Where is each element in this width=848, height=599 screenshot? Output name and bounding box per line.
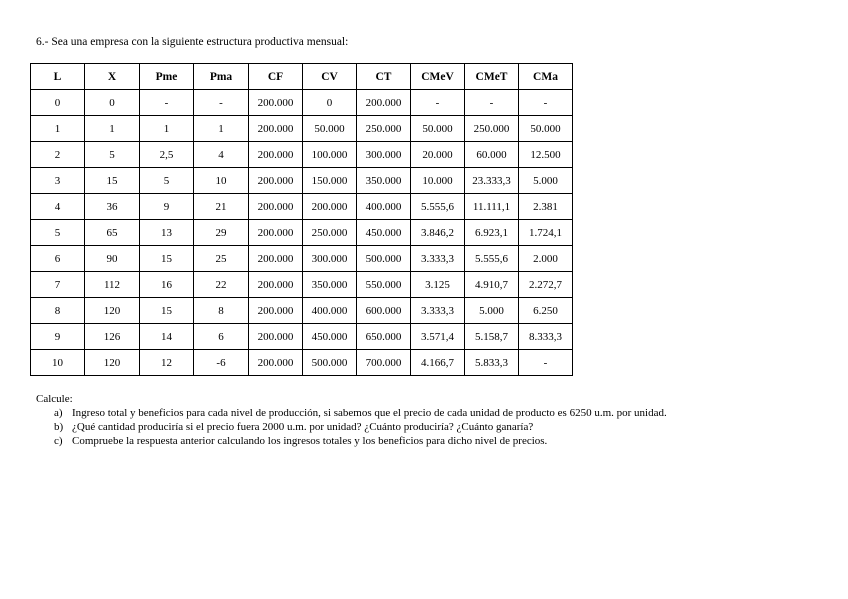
- table-row: [31, 116, 573, 142]
- table-cell: 9: [140, 194, 194, 220]
- question-text: ¿Qué cantidad produciría si el precio fuera 2000 u.m. por unidad? ¿Cuánto produciría? ¿Cuánto ganaría?: [72, 421, 534, 433]
- table-row: [31, 246, 573, 272]
- table-row: [31, 220, 573, 246]
- table-cell: 7: [31, 272, 85, 298]
- table-cell: 4: [31, 194, 85, 220]
- table-cell: 0: [85, 90, 140, 116]
- table-cell: 4.910,7: [465, 272, 519, 298]
- table-cell: 250.000: [465, 116, 519, 142]
- column-header-x: X: [85, 64, 140, 90]
- table-row: [31, 90, 573, 116]
- table-cell: 21: [194, 194, 249, 220]
- question-list: [54, 406, 667, 448]
- table-cell: 3.846,2: [411, 220, 465, 246]
- table-cell: 300.000: [357, 142, 411, 168]
- table-cell: 200.000: [357, 90, 411, 116]
- table-cell: 50.000: [519, 116, 573, 142]
- table-cell: 1: [194, 116, 249, 142]
- table-cell: 250.000: [357, 116, 411, 142]
- table-cell: 6.250: [519, 298, 573, 324]
- table-cell: 300.000: [303, 246, 357, 272]
- table-cell: 150.000: [303, 168, 357, 194]
- table-cell: 8.333,3: [519, 324, 573, 350]
- table-cell: 22: [194, 272, 249, 298]
- question-item: [54, 434, 667, 448]
- table-cell: 90: [85, 246, 140, 272]
- table-cell: 3.125: [411, 272, 465, 298]
- table-cell: 10: [31, 350, 85, 376]
- table-row: [31, 194, 573, 220]
- table-cell: 126: [85, 324, 140, 350]
- cost-production-table: [30, 63, 573, 376]
- table-row: [31, 350, 573, 376]
- table-cell: 5.000: [519, 168, 573, 194]
- table-cell: 2.272,7: [519, 272, 573, 298]
- table-cell: 200.000: [249, 272, 303, 298]
- table-body: [31, 90, 573, 376]
- table-cell: 8: [31, 298, 85, 324]
- table-cell: 15: [85, 168, 140, 194]
- table-cell: 8: [194, 298, 249, 324]
- table-cell: 15: [140, 298, 194, 324]
- table-cell: 10.000: [411, 168, 465, 194]
- question-item: [54, 406, 667, 420]
- table-cell: 200.000: [249, 142, 303, 168]
- table-cell: 6: [194, 324, 249, 350]
- table-cell: 400.000: [303, 298, 357, 324]
- table-cell: 50.000: [411, 116, 465, 142]
- column-header-cmev: CMeV: [411, 64, 465, 90]
- question-text: Compruebe la respuesta anterior calculando los ingresos totales y los beneficios para dicho nivel de precios.: [72, 435, 548, 447]
- table-cell: 112: [85, 272, 140, 298]
- table-cell: 6.923,1: [465, 220, 519, 246]
- table-cell: 450.000: [303, 324, 357, 350]
- question-marker: c): [54, 435, 63, 447]
- question-marker: a): [54, 407, 63, 419]
- table-cell: 600.000: [357, 298, 411, 324]
- table-cell: 500.000: [303, 350, 357, 376]
- table-cell: 200.000: [249, 168, 303, 194]
- table-cell: 16: [140, 272, 194, 298]
- table-cell: -: [411, 90, 465, 116]
- table-row: [31, 142, 573, 168]
- table-cell: 200.000: [249, 116, 303, 142]
- table-cell: 1: [140, 116, 194, 142]
- table-cell: 2.381: [519, 194, 573, 220]
- table-cell: 350.000: [357, 168, 411, 194]
- table-cell: 10: [194, 168, 249, 194]
- table-cell: 200.000: [249, 324, 303, 350]
- table-cell: 0: [31, 90, 85, 116]
- table-cell: -: [465, 90, 519, 116]
- table-cell: 5.555,6: [411, 194, 465, 220]
- table-cell: 200.000: [249, 90, 303, 116]
- table-cell: 23.333,3: [465, 168, 519, 194]
- table-cell: 0: [303, 90, 357, 116]
- table-cell: 2: [31, 142, 85, 168]
- exercise-statement: 6.- Sea una empresa con la siguiente estructura productiva mensual:: [36, 36, 349, 48]
- table-cell: 200.000: [249, 246, 303, 272]
- table-cell: 2.000: [519, 246, 573, 272]
- table-cell: 4.166,7: [411, 350, 465, 376]
- table-cell: 29: [194, 220, 249, 246]
- table-row: [31, 272, 573, 298]
- table-cell: 13: [140, 220, 194, 246]
- table-cell: -6: [194, 350, 249, 376]
- table-cell: 2,5: [140, 142, 194, 168]
- table-cell: 4: [194, 142, 249, 168]
- table-cell: 120: [85, 298, 140, 324]
- table-row: [31, 168, 573, 194]
- table-cell: 5.833,3: [465, 350, 519, 376]
- table-cell: 36: [85, 194, 140, 220]
- question-marker: b): [54, 421, 64, 433]
- table-cell: 5.000: [465, 298, 519, 324]
- table-cell: 250.000: [303, 220, 357, 246]
- table-cell: 450.000: [357, 220, 411, 246]
- table-cell: 15: [140, 246, 194, 272]
- table-cell: 200.000: [249, 220, 303, 246]
- table-cell: -: [194, 90, 249, 116]
- column-header-cmet: CMeT: [465, 64, 519, 90]
- question-item: [54, 420, 667, 434]
- table-cell: -: [519, 350, 573, 376]
- column-header-cf: CF: [249, 64, 303, 90]
- table-cell: 5: [85, 142, 140, 168]
- table-cell: 5.158,7: [465, 324, 519, 350]
- table-header-row: [31, 64, 573, 90]
- table-cell: 1: [31, 116, 85, 142]
- table-cell: 6: [31, 246, 85, 272]
- table-cell: 25: [194, 246, 249, 272]
- column-header-ct: CT: [357, 64, 411, 90]
- table-cell: 5: [31, 220, 85, 246]
- table-cell: 12: [140, 350, 194, 376]
- column-header-pme: Pme: [140, 64, 194, 90]
- table-cell: 350.000: [303, 272, 357, 298]
- table-cell: 14: [140, 324, 194, 350]
- table-cell: 9: [31, 324, 85, 350]
- table-cell: 5: [140, 168, 194, 194]
- table-cell: 200.000: [249, 194, 303, 220]
- table-cell: 3: [31, 168, 85, 194]
- calcule-label: Calcule:: [36, 393, 73, 405]
- table-cell: 20.000: [411, 142, 465, 168]
- column-header-pma: Pma: [194, 64, 249, 90]
- table-cell: 700.000: [357, 350, 411, 376]
- table-cell: 65: [85, 220, 140, 246]
- column-header-cv: CV: [303, 64, 357, 90]
- table-cell: 1: [85, 116, 140, 142]
- table-cell: 120: [85, 350, 140, 376]
- table-cell: 100.000: [303, 142, 357, 168]
- table-cell: 200.000: [249, 298, 303, 324]
- column-header-l: L: [31, 64, 85, 90]
- table-cell: 200.000: [303, 194, 357, 220]
- table-cell: -: [519, 90, 573, 116]
- table-cell: 550.000: [357, 272, 411, 298]
- table-cell: 650.000: [357, 324, 411, 350]
- table-cell: 3.571,4: [411, 324, 465, 350]
- table-cell: 3.333,3: [411, 298, 465, 324]
- table-cell: 50.000: [303, 116, 357, 142]
- table-cell: 11.111,1: [465, 194, 519, 220]
- table-cell: 60.000: [465, 142, 519, 168]
- table-cell: -: [140, 90, 194, 116]
- question-text: Ingreso total y beneficios para cada nivel de producción, si sabemos que el precio de cada unidad de producto es 6250 u.m. por unidad.: [72, 407, 667, 419]
- column-header-cma: CMa: [519, 64, 573, 90]
- table-row: [31, 324, 573, 350]
- table-cell: 3.333,3: [411, 246, 465, 272]
- table-row: [31, 298, 573, 324]
- table-cell: 1.724,1: [519, 220, 573, 246]
- table-cell: 12.500: [519, 142, 573, 168]
- table-cell: 5.555,6: [465, 246, 519, 272]
- table-cell: 500.000: [357, 246, 411, 272]
- table-cell: 200.000: [249, 350, 303, 376]
- table-cell: 400.000: [357, 194, 411, 220]
